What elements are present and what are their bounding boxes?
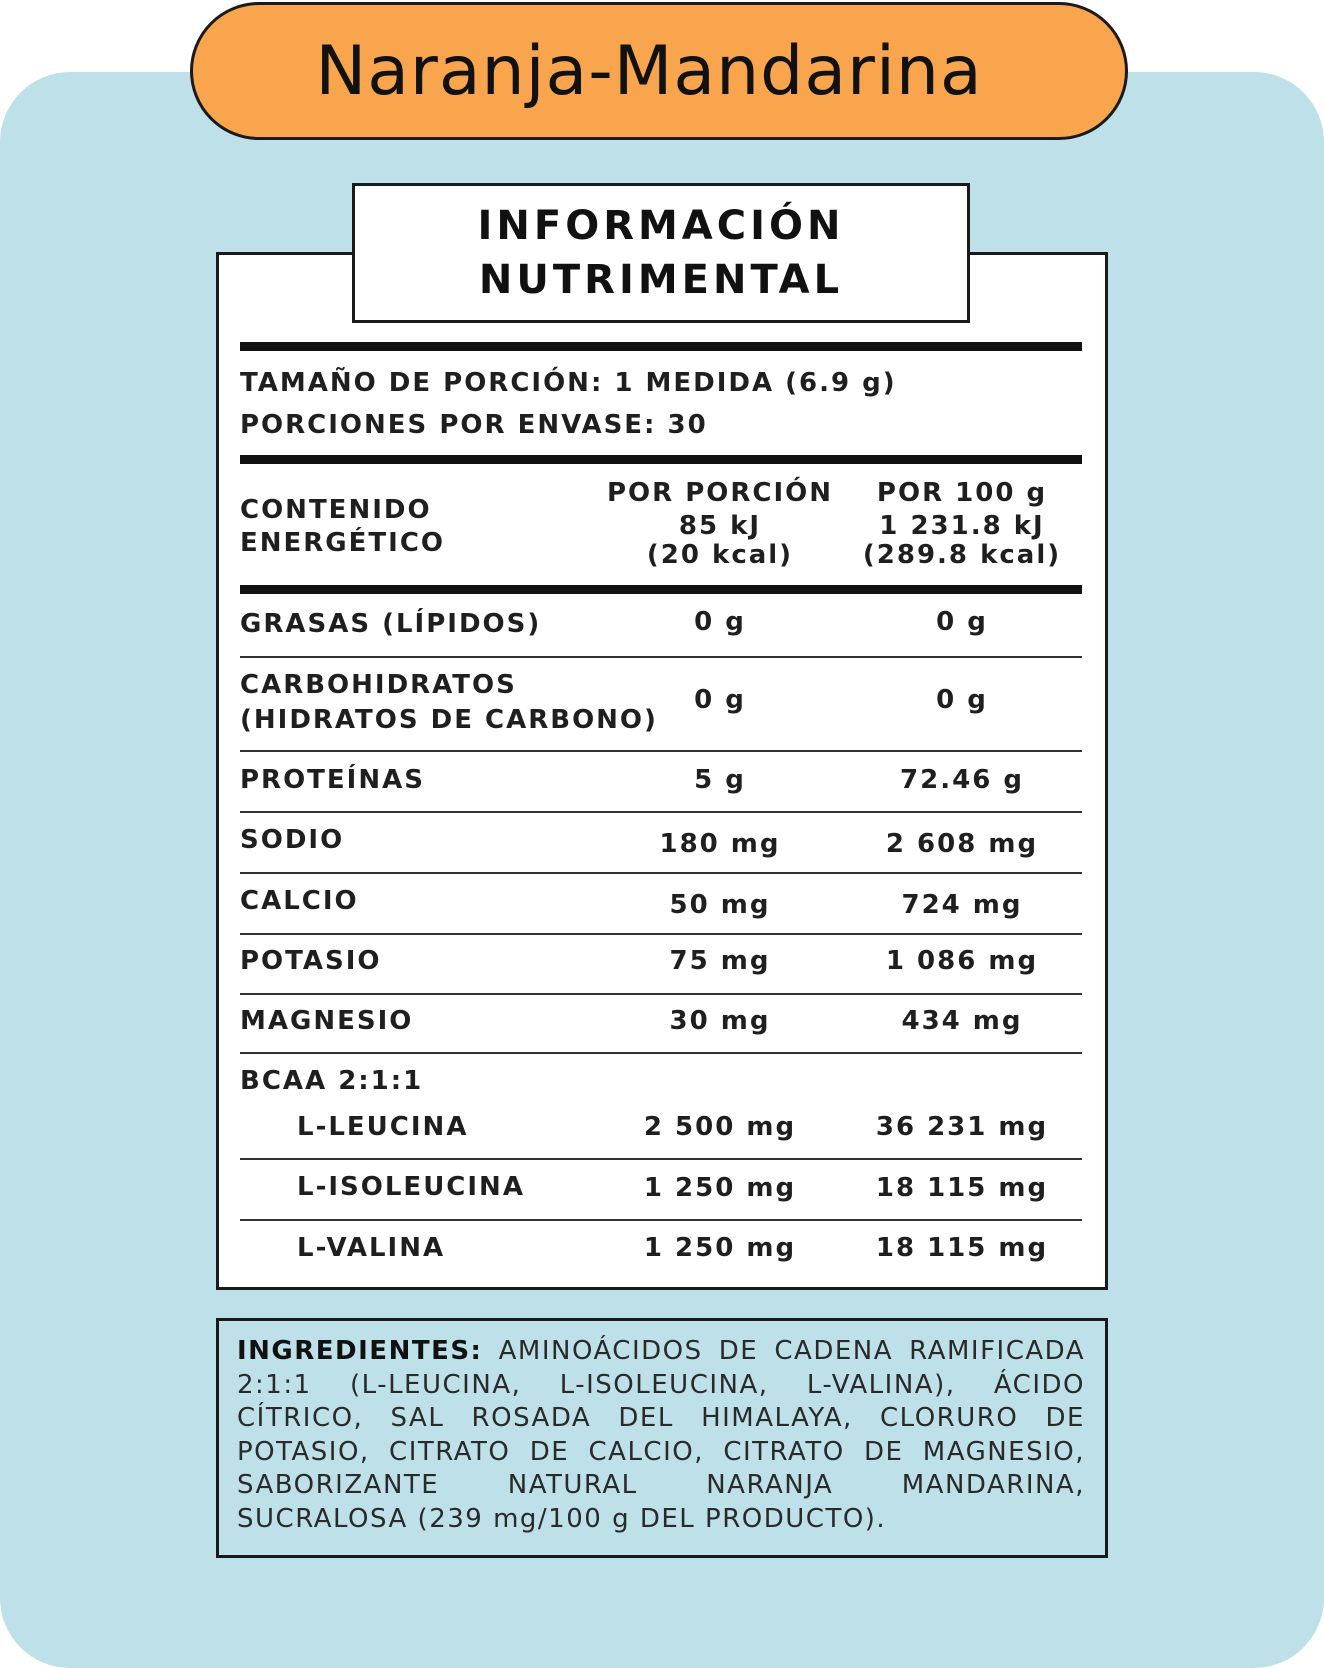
valina-per-portion: 1 250 mg — [643, 1233, 797, 1263]
isoleucina-per-100g: 18 115 mg — [875, 1173, 1049, 1203]
magnesio-per-portion: 30 mg — [669, 1006, 771, 1036]
energy-per-100g-kcal: (289.8 kcal) — [862, 540, 1062, 570]
ingredients-list: AMINOÁCIDOS DE CADENA RAMIFICADA 2:1:1 (L-LEUCINA, L-ISOLEUCINA, L-VALINA), ÁCIDO CÍTRICO, SAL ROSADA DEL HIMALAYA, CLORURO DE POTASIO, CITRATO DE CALCIO, CITRATO DE MAGNESIO, SABORIZANTE NATURAL NARANJA MANDARINA, SUCRALOSA (239 mg/100 g DEL PRODUCTO). — [237, 1336, 1085, 1534]
grasas-per-100g: 0 g — [936, 607, 988, 637]
carbohidratos-label-line2: (HIDRATOS DE CARBONO) — [240, 705, 658, 735]
leucina-label: L-LEUCINA — [297, 1112, 469, 1142]
row-divider — [240, 872, 1082, 874]
energy-per-100g-kj: 1 231.8 kJ — [879, 511, 1045, 541]
row-divider — [240, 1158, 1082, 1160]
row-divider — [240, 811, 1082, 813]
title-line1: INFORMACIÓN — [477, 203, 845, 249]
row-divider — [240, 750, 1082, 752]
potasio-label: POTASIO — [240, 946, 382, 976]
proteinas-per-portion: 5 g — [694, 765, 746, 795]
col-header-per-100g: POR 100 g — [876, 478, 1048, 508]
serving-size: TAMAÑO DE PORCIÓN: 1 MEDIDA (6.9 g) — [240, 368, 897, 398]
proteinas-per-100g: 72.46 g — [900, 765, 1024, 795]
divider-top — [240, 342, 1082, 351]
valina-per-100g: 18 115 mg — [875, 1233, 1049, 1263]
title-line2: NUTRIMENTAL — [478, 257, 844, 303]
carbohidratos-label-line1: CARBOHIDRATOS — [240, 670, 517, 700]
flavor-name: Naranja-Mandarina — [315, 31, 983, 111]
proteinas-label: PROTEÍNAS — [240, 765, 425, 795]
row-divider — [240, 933, 1082, 935]
divider-energy — [240, 585, 1082, 594]
energy-per-portion-kcal: (20 kcal) — [646, 540, 794, 570]
potasio-per-portion: 75 mg — [669, 946, 771, 976]
energy-label-line1: CONTENIDO — [240, 495, 432, 525]
grasas-label: GRASAS (LÍPIDOS) — [240, 609, 542, 639]
energy-label-line2: ENERGÉTICO — [240, 528, 445, 558]
nutrition-title — [352, 183, 970, 323]
carbohidratos-per-100g: 0 g — [936, 685, 988, 715]
flavor-badge — [190, 2, 1128, 140]
magnesio-label: MAGNESIO — [240, 1006, 414, 1036]
carbohidratos-per-portion: 0 g — [694, 685, 746, 715]
magnesio-per-100g: 434 mg — [901, 1006, 1023, 1036]
row-divider — [240, 1219, 1082, 1221]
col-header-per-portion: POR PORCIÓN — [606, 478, 834, 508]
calcio-per-portion: 50 mg — [669, 890, 771, 920]
isoleucina-per-portion: 1 250 mg — [643, 1173, 797, 1203]
sodio-label: SODIO — [240, 825, 345, 855]
row-divider — [240, 656, 1082, 658]
potasio-per-100g: 1 086 mg — [885, 946, 1039, 976]
row-divider — [240, 1052, 1082, 1054]
servings-per-container: PORCIONES POR ENVASE: 30 — [240, 410, 708, 440]
grasas-per-portion: 0 g — [694, 607, 746, 637]
bcaa-label: BCAA 2:1:1 — [240, 1066, 424, 1096]
calcio-per-100g: 724 mg — [901, 890, 1023, 920]
row-divider — [240, 993, 1082, 995]
isoleucina-label: L-ISOLEUCINA — [297, 1172, 525, 1202]
valina-label: L-VALINA — [297, 1233, 446, 1263]
leucina-per-100g: 36 231 mg — [875, 1112, 1049, 1142]
energy-per-portion-kj: 85 kJ — [678, 511, 762, 541]
divider-serving — [240, 455, 1082, 464]
sodio-per-100g: 2 608 mg — [885, 829, 1039, 859]
calcio-label: CALCIO — [240, 886, 359, 916]
ingredients-text — [237, 1335, 1085, 1536]
sodio-per-portion: 180 mg — [659, 829, 781, 859]
ingredients-heading: INGREDIENTES: — [237, 1336, 483, 1366]
leucina-per-portion: 2 500 mg — [643, 1112, 797, 1142]
